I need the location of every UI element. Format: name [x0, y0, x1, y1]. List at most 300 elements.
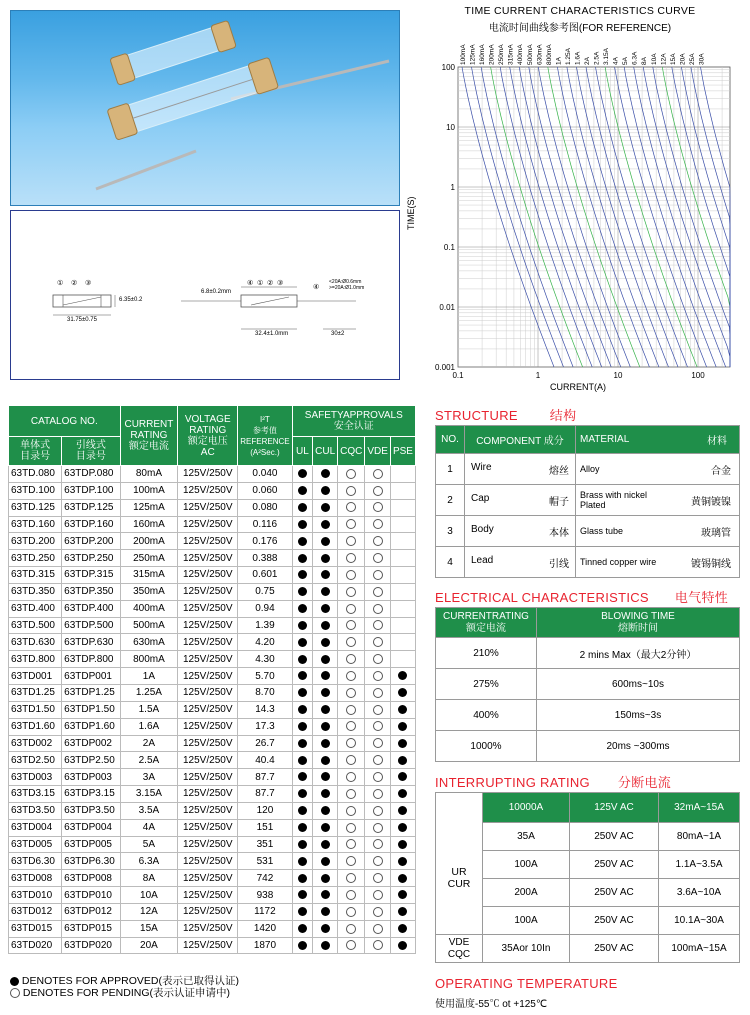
- approval-cell: [390, 567, 415, 584]
- table-cell: 8A: [120, 870, 178, 887]
- approval-cell: [292, 550, 313, 567]
- approval-cell: [292, 583, 313, 600]
- pending-circle-icon: [373, 620, 383, 630]
- approval-cell: [292, 870, 313, 887]
- curve-label: 5A: [622, 57, 630, 65]
- structure-material-cn: 合金: [666, 454, 740, 485]
- approved-dot-icon: [398, 705, 407, 714]
- table-cell: 125V/250V: [178, 802, 238, 819]
- approval-cell: [390, 937, 415, 954]
- pending-circle-icon: [346, 469, 356, 479]
- approval-cell: [338, 752, 365, 769]
- table-cell: 250mA: [120, 550, 178, 567]
- structure-no: 1: [436, 454, 465, 485]
- approval-cell: [292, 499, 313, 516]
- curve-label: 400mA: [517, 44, 525, 65]
- table-row: [9, 499, 416, 516]
- approval-cell: [365, 903, 391, 920]
- approved-dot-icon: [298, 772, 307, 781]
- y-tick-label: 0.1: [443, 243, 455, 252]
- component-cn: 帽子: [549, 496, 569, 508]
- table-cell: 3.5A: [120, 802, 178, 819]
- table-cell: 80mA: [120, 466, 178, 483]
- table-row: [9, 533, 416, 550]
- callout-3b: ③: [277, 280, 284, 287]
- dimension-drawing: [10, 210, 400, 380]
- approved-dot-icon: [298, 907, 307, 916]
- table-row: [9, 887, 416, 904]
- curve-label: 100mA: [460, 44, 467, 65]
- x-tick-label: 1: [535, 371, 541, 380]
- table-cell: 63TD.500: [9, 617, 62, 634]
- approval-cell: [292, 903, 313, 920]
- approval-cell: [390, 533, 415, 550]
- table-cell: 125V/250V: [178, 516, 238, 533]
- table-cell: 63TD.100: [9, 482, 62, 499]
- approval-cell: [313, 651, 338, 668]
- component-en: Lead: [471, 554, 494, 566]
- approved-dot-icon: [321, 907, 330, 916]
- table-cell: 125V/250V: [178, 752, 238, 769]
- table-cell: 63TDP1.50: [62, 701, 120, 718]
- approval-cell: [390, 903, 415, 920]
- dim-cap: 6.8±0.2mm: [201, 289, 231, 295]
- table-cell: 125V/250V: [178, 466, 238, 483]
- h-blowing-time: BLOWING TIME 熔断时间: [537, 608, 740, 638]
- approval-cell: [313, 567, 338, 584]
- approved-dot-icon: [321, 671, 330, 680]
- approval-cell: [292, 718, 313, 735]
- pending-circle-icon: [373, 940, 383, 950]
- structure-no: 3: [436, 516, 465, 547]
- curve-label: 630mA: [536, 44, 544, 65]
- table-cell: 63TDP004: [62, 819, 120, 836]
- table-cell: 0.94: [238, 600, 292, 617]
- approval-cell: [390, 786, 415, 803]
- table-cell: 125V/250V: [178, 583, 238, 600]
- approved-dot-icon: [321, 857, 330, 866]
- table-cell: 63TD.080: [9, 466, 62, 483]
- table-row: [9, 920, 416, 937]
- table-cell: 63TD012: [9, 903, 62, 920]
- approved-dot-icon: [321, 520, 330, 529]
- table-cell: 120: [238, 802, 292, 819]
- approved-dot-icon: [398, 772, 407, 781]
- table-cell: 125V/250V: [178, 617, 238, 634]
- x-axis-label: CURRENT(A): [550, 382, 606, 392]
- interrupting-table: [435, 792, 740, 963]
- table-cell: 1172: [238, 903, 292, 920]
- approval-cell: [338, 466, 365, 483]
- pending-circle-icon: [373, 789, 383, 799]
- electrical-row: [436, 700, 740, 731]
- pending-circle-icon: [346, 823, 356, 833]
- table-cell: 63TD.250: [9, 550, 62, 567]
- legend-approved: [10, 975, 239, 987]
- electrical-row: [436, 731, 740, 762]
- approved-dot-icon: [398, 739, 407, 748]
- pending-circle-icon: [373, 907, 383, 917]
- interrupting-title-en: INTERRUPTING RATING: [435, 775, 590, 790]
- approval-cell: [338, 735, 365, 752]
- cell: 3.6A~10A: [659, 879, 740, 907]
- h-no: NO.: [436, 426, 465, 454]
- x-tick-label: 100: [691, 371, 705, 380]
- cell: 80mA~1A: [659, 823, 740, 851]
- pending-circle-icon: [373, 536, 383, 546]
- table-cell: 63TDP012: [62, 903, 120, 920]
- table-cell: 63TD002: [9, 735, 62, 752]
- table-cell: 630mA: [120, 634, 178, 651]
- table-cell: 0.060: [238, 482, 292, 499]
- group-vde-cqc: VDE CQC: [436, 935, 483, 963]
- cell: 35Aor 10In: [483, 935, 570, 963]
- pending-circle-icon: [346, 890, 356, 900]
- component-en: Wire: [471, 461, 492, 473]
- approval-cell: [338, 853, 365, 870]
- approval-cell: [313, 482, 338, 499]
- table-cell: 63TDP.800: [62, 651, 120, 668]
- structure-material-cn: 玻璃管: [666, 516, 740, 547]
- table-cell: 63TD2.50: [9, 752, 62, 769]
- table-cell: 151: [238, 819, 292, 836]
- table-cell: 3.15A: [120, 786, 178, 803]
- approved-dot-icon: [298, 806, 307, 815]
- approval-cell: [390, 550, 415, 567]
- approved-dot-icon: [398, 756, 407, 765]
- blow-time-cell: 150ms~3s: [537, 700, 740, 731]
- component-cn: 熔丝: [549, 465, 569, 477]
- cell: 100A: [483, 907, 570, 935]
- approval-cell: [390, 920, 415, 937]
- approved-dot-icon: [321, 638, 330, 647]
- approved-dot-icon: [321, 503, 330, 512]
- curve-label: 10A: [650, 53, 658, 65]
- pending-circle-icon: [346, 721, 356, 731]
- pending-circle-icon: [346, 907, 356, 917]
- approved-dot-icon: [398, 722, 407, 731]
- structure-title-en: STRUCTURE: [435, 408, 518, 423]
- approval-cell: [390, 651, 415, 668]
- table-cell: 17.3: [238, 718, 292, 735]
- approval-cell: [365, 634, 391, 651]
- table-row: [9, 651, 416, 668]
- pending-circle-icon: [346, 570, 356, 580]
- cell: 250V AC: [570, 935, 659, 963]
- approval-cell: [338, 920, 365, 937]
- approval-cell: [313, 634, 338, 651]
- table-row: [9, 567, 416, 584]
- approved-dot-icon: [321, 890, 330, 899]
- curve-label: 2.5A: [593, 51, 601, 65]
- table-cell: 125V/250V: [178, 819, 238, 836]
- approved-dot-icon: [398, 806, 407, 815]
- approved-dot-icon: [298, 890, 307, 899]
- table-cell: 63TDP015: [62, 920, 120, 937]
- callout-4a: ④: [247, 280, 254, 287]
- operating-value: 使用温度-55℃ ot +125℃: [435, 999, 548, 1010]
- pending-circle-icon: [346, 486, 356, 496]
- col-voltage: VOLTAGE RATING 额定电压 AC: [178, 406, 238, 466]
- electrical-body: [436, 638, 740, 762]
- chart-title: TIME CURRENT CHARACTERISTICS CURVE: [464, 5, 696, 17]
- approval-cell: [338, 668, 365, 685]
- approved-dot-icon: [321, 874, 330, 883]
- table-cell: 1.25A: [120, 684, 178, 701]
- approval-cell: [313, 819, 338, 836]
- table-row: [9, 617, 416, 634]
- col-cul: CUL: [313, 437, 338, 466]
- table-cell: 742: [238, 870, 292, 887]
- curve-label: 315mA: [507, 44, 515, 65]
- table-cell: 125V/250V: [178, 499, 238, 516]
- approved-dot-icon: [321, 469, 330, 478]
- table-cell: 63TDP002: [62, 735, 120, 752]
- approved-dot-icon: [321, 722, 330, 731]
- pending-circle-icon: [373, 721, 383, 731]
- approval-cell: [365, 718, 391, 735]
- lead-note: <20A:Ø0.6mm >=20A:Ø1.0mm: [329, 279, 365, 291]
- approval-cell: [338, 769, 365, 786]
- table-cell: 2A: [120, 735, 178, 752]
- table-cell: 125mA: [120, 499, 178, 516]
- table-cell: 63TDP6.30: [62, 853, 120, 870]
- y-tick-label: 100: [441, 63, 455, 72]
- approval-cell: [313, 718, 338, 735]
- operating-title: OPERATING TEMPERATURE: [435, 976, 618, 991]
- table-cell: 63TDP.080: [62, 466, 120, 483]
- pending-circle-icon: [373, 705, 383, 715]
- approval-cell: [313, 937, 338, 954]
- approval-cell: [313, 550, 338, 567]
- approved-dot-icon: [298, 705, 307, 714]
- approval-cell: [365, 769, 391, 786]
- table-cell: 15A: [120, 920, 178, 937]
- table-cell: 350mA: [120, 583, 178, 600]
- pending-circle-icon: [346, 587, 356, 597]
- approval-cell: [292, 735, 313, 752]
- curve-label: 1A: [555, 57, 563, 65]
- h-breaking: 10000A: [483, 793, 570, 823]
- structure-component: [465, 516, 576, 547]
- table-cell: 8.70: [238, 684, 292, 701]
- table-cell: 0.116: [238, 516, 292, 533]
- curve-label: 160mA: [479, 44, 487, 65]
- approved-dot-icon: [298, 570, 307, 579]
- table-cell: 125V/250V: [178, 887, 238, 904]
- approval-cell: [338, 870, 365, 887]
- table-cell: 87.7: [238, 769, 292, 786]
- y-tick-label: 1: [450, 183, 455, 192]
- approval-cell: [292, 651, 313, 668]
- structure-row: [436, 547, 740, 578]
- approval-cell: [365, 533, 391, 550]
- fuse-illustration: [11, 11, 399, 205]
- approved-dot-icon: [398, 688, 407, 697]
- col-safety: SAFETYAPPROVALS 安全认证: [292, 406, 415, 437]
- table-cell: 63TD.315: [9, 567, 62, 584]
- curve-label: 25A: [688, 53, 696, 65]
- pending-circle-icon: [373, 604, 383, 614]
- cell: 100A: [483, 851, 570, 879]
- table-cell: 63TDP1.25: [62, 684, 120, 701]
- curve-label: 200mA: [488, 44, 496, 65]
- approval-cell: [313, 684, 338, 701]
- chart-plot: [420, 5, 740, 400]
- structure-body: [436, 454, 740, 578]
- table-cell: 0.388: [238, 550, 292, 567]
- col-lead: 引线式 目录号: [62, 437, 120, 466]
- approval-cell: [338, 499, 365, 516]
- table-cell: 63TDP.250: [62, 550, 120, 567]
- approval-cell: [338, 583, 365, 600]
- table-row: [9, 550, 416, 567]
- table-cell: 125V/250V: [178, 567, 238, 584]
- table-cell: 125V/250V: [178, 482, 238, 499]
- table-cell: 40.4: [238, 752, 292, 769]
- y-tick-label: 0.001: [434, 363, 455, 372]
- approval-cell: [390, 887, 415, 904]
- pending-circle-icon: [373, 502, 383, 512]
- cell: 1.1A~3.5A: [659, 851, 740, 879]
- approval-cell: [292, 533, 313, 550]
- table-cell: 5A: [120, 836, 178, 853]
- pending-circle-icon: [346, 536, 356, 546]
- pending-circle-icon: [346, 637, 356, 647]
- approval-cell: [365, 516, 391, 533]
- table-cell: 125V/250V: [178, 550, 238, 567]
- table-cell: 800mA: [120, 651, 178, 668]
- table-cell: 125V/250V: [178, 836, 238, 853]
- blow-time-cell: 20ms ~300ms: [537, 731, 740, 762]
- table-cell: 63TDP2.50: [62, 752, 120, 769]
- table-cell: 125V/250V: [178, 735, 238, 752]
- pending-circle-icon: [346, 688, 356, 698]
- approval-cell: [365, 466, 391, 483]
- structure-row: [436, 454, 740, 485]
- approval-cell: [390, 836, 415, 853]
- curve-label: 6.3A: [631, 51, 639, 65]
- approval-cell: [390, 634, 415, 651]
- cell: 250V AC: [570, 907, 659, 935]
- table-cell: 63TDP.630: [62, 634, 120, 651]
- table-cell: 63TDP008: [62, 870, 120, 887]
- electrical-title: [435, 587, 728, 606]
- table-cell: 5.70: [238, 668, 292, 685]
- approval-cell: [313, 516, 338, 533]
- table-cell: 0.75: [238, 583, 292, 600]
- approved-dot-icon: [398, 857, 407, 866]
- table-cell: 87.7: [238, 786, 292, 803]
- curve-label: 800mA: [545, 44, 553, 65]
- pending-circle-icon: [373, 856, 383, 866]
- table-cell: 63TD1.50: [9, 701, 62, 718]
- approval-cell: [365, 920, 391, 937]
- table-cell: 63TDP.315: [62, 567, 120, 584]
- curve-label: 1.6A: [574, 51, 582, 65]
- pending-circle-icon: [346, 839, 356, 849]
- table-cell: 351: [238, 836, 292, 853]
- approval-cell: [292, 937, 313, 954]
- structure-component: [465, 454, 576, 485]
- approved-dot-icon: [298, 924, 307, 933]
- approved-dot-icon: [298, 554, 307, 563]
- approval-cell: [338, 836, 365, 853]
- table-row: [9, 903, 416, 920]
- table-row: [9, 819, 416, 836]
- approval-cell: [390, 466, 415, 483]
- approval-cell: [313, 617, 338, 634]
- approval-cell: [313, 466, 338, 483]
- pending-circle-icon: [346, 738, 356, 748]
- approval-cell: [292, 516, 313, 533]
- approval-cell: [365, 482, 391, 499]
- component-en: Body: [471, 523, 494, 535]
- structure-row: [436, 485, 740, 516]
- callout-1: ①: [57, 280, 64, 287]
- cell: 250V AC: [570, 823, 659, 851]
- approval-cell: [390, 617, 415, 634]
- table-row: [9, 836, 416, 853]
- approval-cell: [338, 516, 365, 533]
- approval-cell: [292, 920, 313, 937]
- approval-cell: [365, 802, 391, 819]
- approval-cell: [292, 668, 313, 685]
- table-row: [9, 870, 416, 887]
- approval-cell: [390, 802, 415, 819]
- approval-cell: [292, 701, 313, 718]
- approved-dot-icon: [298, 655, 307, 664]
- table-cell: 125V/250V: [178, 853, 238, 870]
- approved-dot-icon: [398, 840, 407, 849]
- table-cell: 63TD1.60: [9, 718, 62, 735]
- structure-material: Alloy: [576, 454, 667, 485]
- table-cell: 63TDP.350: [62, 583, 120, 600]
- cell: 100mA~15A: [659, 935, 740, 963]
- table-cell: 125V/250V: [178, 718, 238, 735]
- table-row: [9, 668, 416, 685]
- pending-circle-icon: [373, 755, 383, 765]
- approval-cell: [390, 718, 415, 735]
- approval-cell: [365, 499, 391, 516]
- structure-material-cn: 镀锡铜线: [666, 547, 740, 578]
- approval-cell: [390, 668, 415, 685]
- rating-cell: 400%: [436, 700, 537, 731]
- table-cell: 63TD.800: [9, 651, 62, 668]
- table-cell: 125V/250V: [178, 533, 238, 550]
- approval-cell: [390, 516, 415, 533]
- curve-label: 20A: [679, 53, 687, 65]
- table-cell: 1870: [238, 937, 292, 954]
- table-cell: 63TD.160: [9, 516, 62, 533]
- callout-2b: ②: [267, 280, 274, 287]
- approved-dot-icon: [321, 739, 330, 748]
- table-cell: 200mA: [120, 533, 178, 550]
- table-cell: 3A: [120, 769, 178, 786]
- table-cell: 125V/250V: [178, 937, 238, 954]
- approved-dot-icon: [298, 823, 307, 832]
- structure-title-cn: 结构: [549, 408, 577, 423]
- approval-cell: [338, 684, 365, 701]
- curve-label: 125mA: [469, 44, 477, 65]
- h-current-rating: CURRENTRATING 额定电流: [436, 608, 537, 638]
- table-row: [9, 583, 416, 600]
- approval-cell: [365, 583, 391, 600]
- approval-cell: [313, 769, 338, 786]
- table-cell: 1.5A: [120, 701, 178, 718]
- table-cell: 63TDP.500: [62, 617, 120, 634]
- pending-circle-icon: [373, 469, 383, 479]
